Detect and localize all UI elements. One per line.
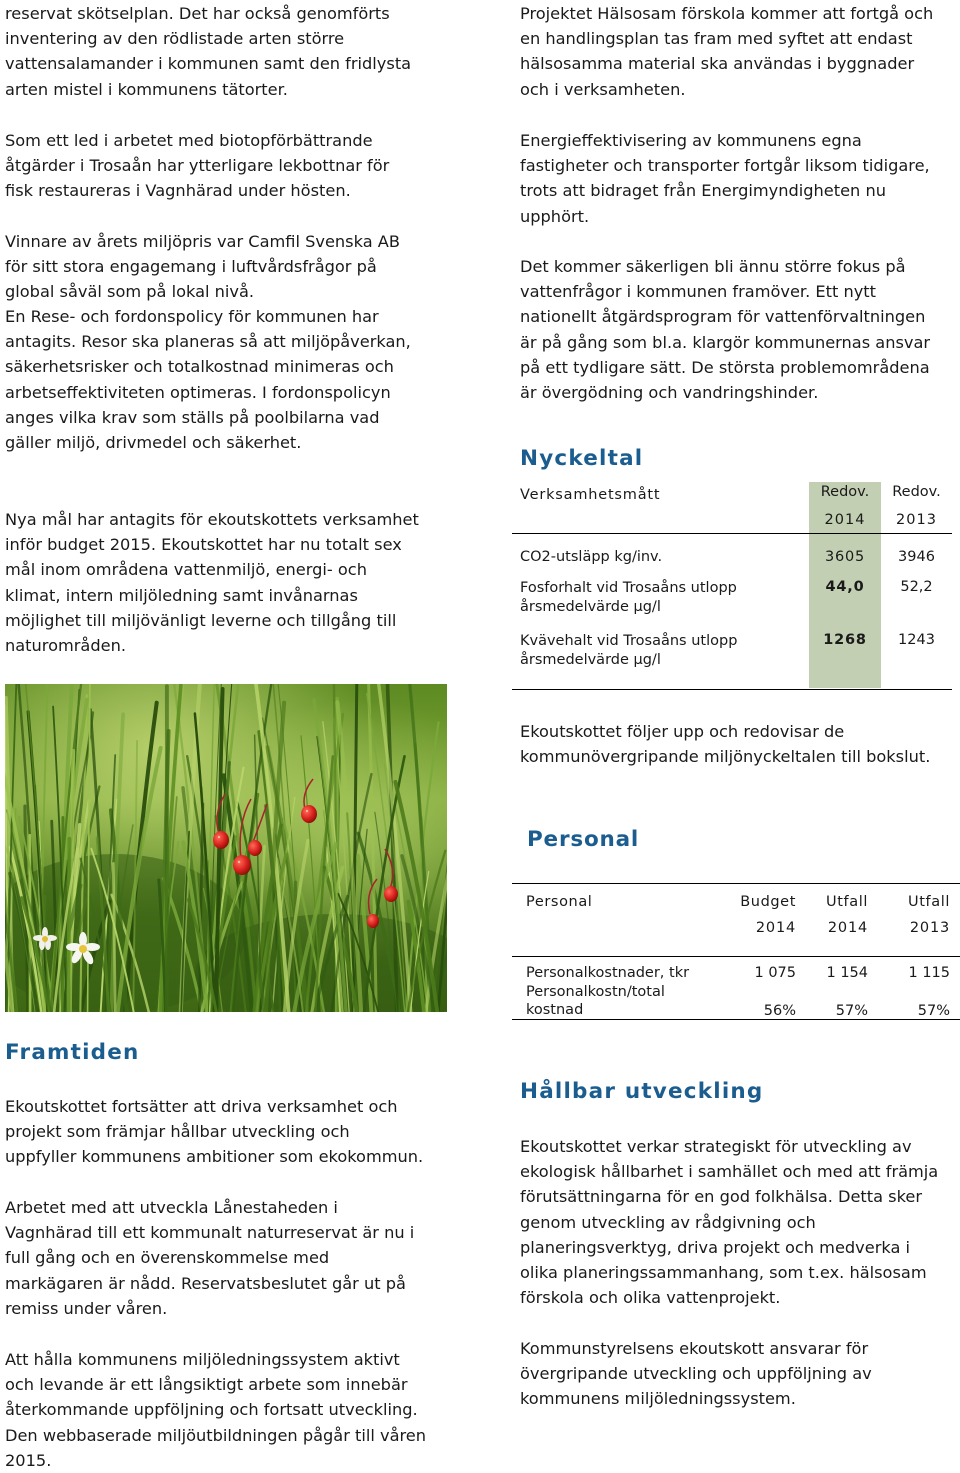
year-utfall-2014: 2014 (827, 920, 868, 936)
column-header-utfall-2014: Utfall (798, 884, 870, 917)
table-bottom-rule (512, 689, 952, 690)
value-budget: 56% (712, 983, 798, 1020)
right-paragraph-1: Projektet Hälsosam förskola kommer att fortgå och en handlingsplan tas fram med syftet att endast hälsosamma material ska användas i byggnader och i verksamheten. (520, 4, 934, 99)
value-2013: 52,2 (900, 579, 933, 595)
right-paragraph-4: Ekoutskottet följer upp och redovisar de kommunövergripande miljönyckeltalen till bokslut. (520, 722, 931, 767)
column-header-utfall-2013: Utfall (870, 884, 960, 917)
row-label: Personalkostnader, tkr (512, 957, 712, 984)
value-utfall-2014: 57% (798, 983, 870, 1020)
column-header-redov-2013: Redov. (892, 484, 941, 500)
table-row (512, 957, 960, 984)
year-utfall-2013: 2013 (909, 920, 950, 936)
nyckeltal-table (512, 482, 952, 688)
right-paragraph-6: Kommunstyrelsens ekoutskott ansvarar för övergripande utveckling och uppföljning av kommunens miljöledningssystem. (520, 1339, 872, 1409)
year-2013: 2013 (896, 512, 937, 528)
row-label: CO2-utsläpp kg/inv. (512, 534, 809, 580)
table-row (512, 534, 952, 580)
hallbar-utveckling-heading: Hållbar utveckling (520, 1079, 764, 1104)
row-label: Fosforhalt vid Trosaåns utlopp årsmedelvärde µg/l (520, 580, 737, 615)
left-paragraph-4: En Rese- och fordonspolicy för kommunen har antagits. Resor ska planeras så att miljöpåverkan, säkerhetsrisker och totalkostnad minimeras och arbetseffektiviteten optimeras. I fordonspolicyn anges vilka krav som ställs på poolbilarna vad gäller miljö, drivmedel och säkerhet. (5, 307, 411, 453)
year-2014: 2014 (809, 509, 881, 534)
left-paragraph-7: Arbetet med att utveckla Lånestaheden i Vagnhärad till ett kommunalt naturreservat är nu i full gång och en överenskommelse med markägaren är nådd. Reservatsbeslutet går ut på remiss under våren. (5, 1198, 415, 1318)
left-paragraph-6: Ekoutskottet fortsätter att driva verksamhet och projekt som främjar hållbar utveckling och uppfyller kommunens ambitioner som ekokommun. (5, 1097, 424, 1167)
framtiden-heading: Framtiden (5, 1040, 140, 1065)
table-row (512, 983, 960, 1020)
left-paragraph-1: reservat skötselplan. Det har också genomförts inventering av den rödlistade arten större vattensalamander i kommunen samt den fridlysta arten mistel i kommunens tätorter. (5, 4, 412, 99)
table-header-row-years (512, 509, 952, 534)
left-paragraph-8: Att hålla kommunens miljöledningssystem aktivt och levande är ett långsiktigt arbete som innebär återkommande uppföljning och fortsatt utveckling. Den webbaserade miljöutbildningen pågår till våren 2015. (5, 1350, 427, 1470)
value-utfall-2013: 57% (870, 983, 960, 1020)
table-header-row-years (512, 916, 960, 957)
right-paragraph-3: Det kommer säkerligen bli ännu större fokus på vattenfrågor i kommunen framöver. Ett nytt nationellt åtgärdsprogram för vattenförvaltningen är på gång som bl.a. klargör kommunernas ansvar på ett tydligare sätt. De största problemområdena är övergödning och vandringshinder. (520, 257, 931, 403)
table-row (512, 632, 952, 688)
value-2014: 3605 (809, 534, 881, 580)
column-header-verksamhetsmatt: Verksamhetsmått (520, 487, 661, 503)
personal-heading: Personal (527, 827, 640, 852)
value-2014: 44,0 (809, 579, 881, 632)
value-2013: 3946 (881, 534, 952, 580)
column-header-redov-2014: Redov. (809, 482, 881, 509)
left-paragraph-3: Vinnare av årets miljöpris var Camfil Svenska AB för sitt stora engagemang i luftvårdsfrågor på global såväl som på lokal nivå. (5, 232, 400, 302)
column-header-budget: Budget (712, 884, 798, 917)
table-row (512, 579, 952, 632)
left-paragraph-2: Som ett led i arbetet med biotopförbättrande åtgärder i Trosaån har ytterligare lekbottnar för fisk restaureras i Vagnhärad under hösten. (5, 131, 390, 201)
right-paragraph-5: Ekoutskottet verkar strategiskt för utveckling av ekologisk hållbarhet i samhället och med att främja förutsättningarna för en god folkhälsa. Detta sker genom utveckling av rådgivning och planeringsverktyg, driva projekt och medverka i olika planeringssammanhang, som t.ex. hälsosam förskola och olika vattenprojekt. (520, 1137, 939, 1308)
nyckeltal-heading: Nyckeltal (520, 446, 644, 471)
row-label: Kvävehalt vid Trosaåns utlopp årsmedelvärde µg/l (520, 633, 738, 668)
personal-table (512, 883, 960, 1020)
value-utfall-2014: 1 154 (798, 957, 870, 984)
wild-strawberry-photo (5, 684, 447, 1012)
value-budget: 1 075 (712, 957, 798, 984)
value-utfall-2013: 1 115 (870, 957, 960, 984)
value-2014: 1268 (809, 632, 881, 688)
row-label: Personalkostn/total kostnad (512, 983, 712, 1020)
value-2013: 1243 (898, 632, 935, 648)
table-header-row (512, 482, 952, 509)
table-header-row (512, 884, 960, 917)
right-paragraph-2: Energieffektivisering av kommunens egna fastigheter och transporter fortgår liksom tidigare, trots att bidraget från Energimyndigheten nu upphört. (520, 131, 930, 226)
left-paragraph-5: Nya mål har antagits för ekoutskottets verksamhet inför budget 2015. Ekoutskottet har nu totalt sex mål inom områdena vattenmiljö, energi- och klimat, intern miljöledning samt invånarnas möjlighet till miljövänligt leverne och tillgång till naturområden. (5, 510, 419, 656)
year-budget-2014: 2014 (755, 920, 796, 936)
column-header-personal: Personal (512, 884, 712, 917)
